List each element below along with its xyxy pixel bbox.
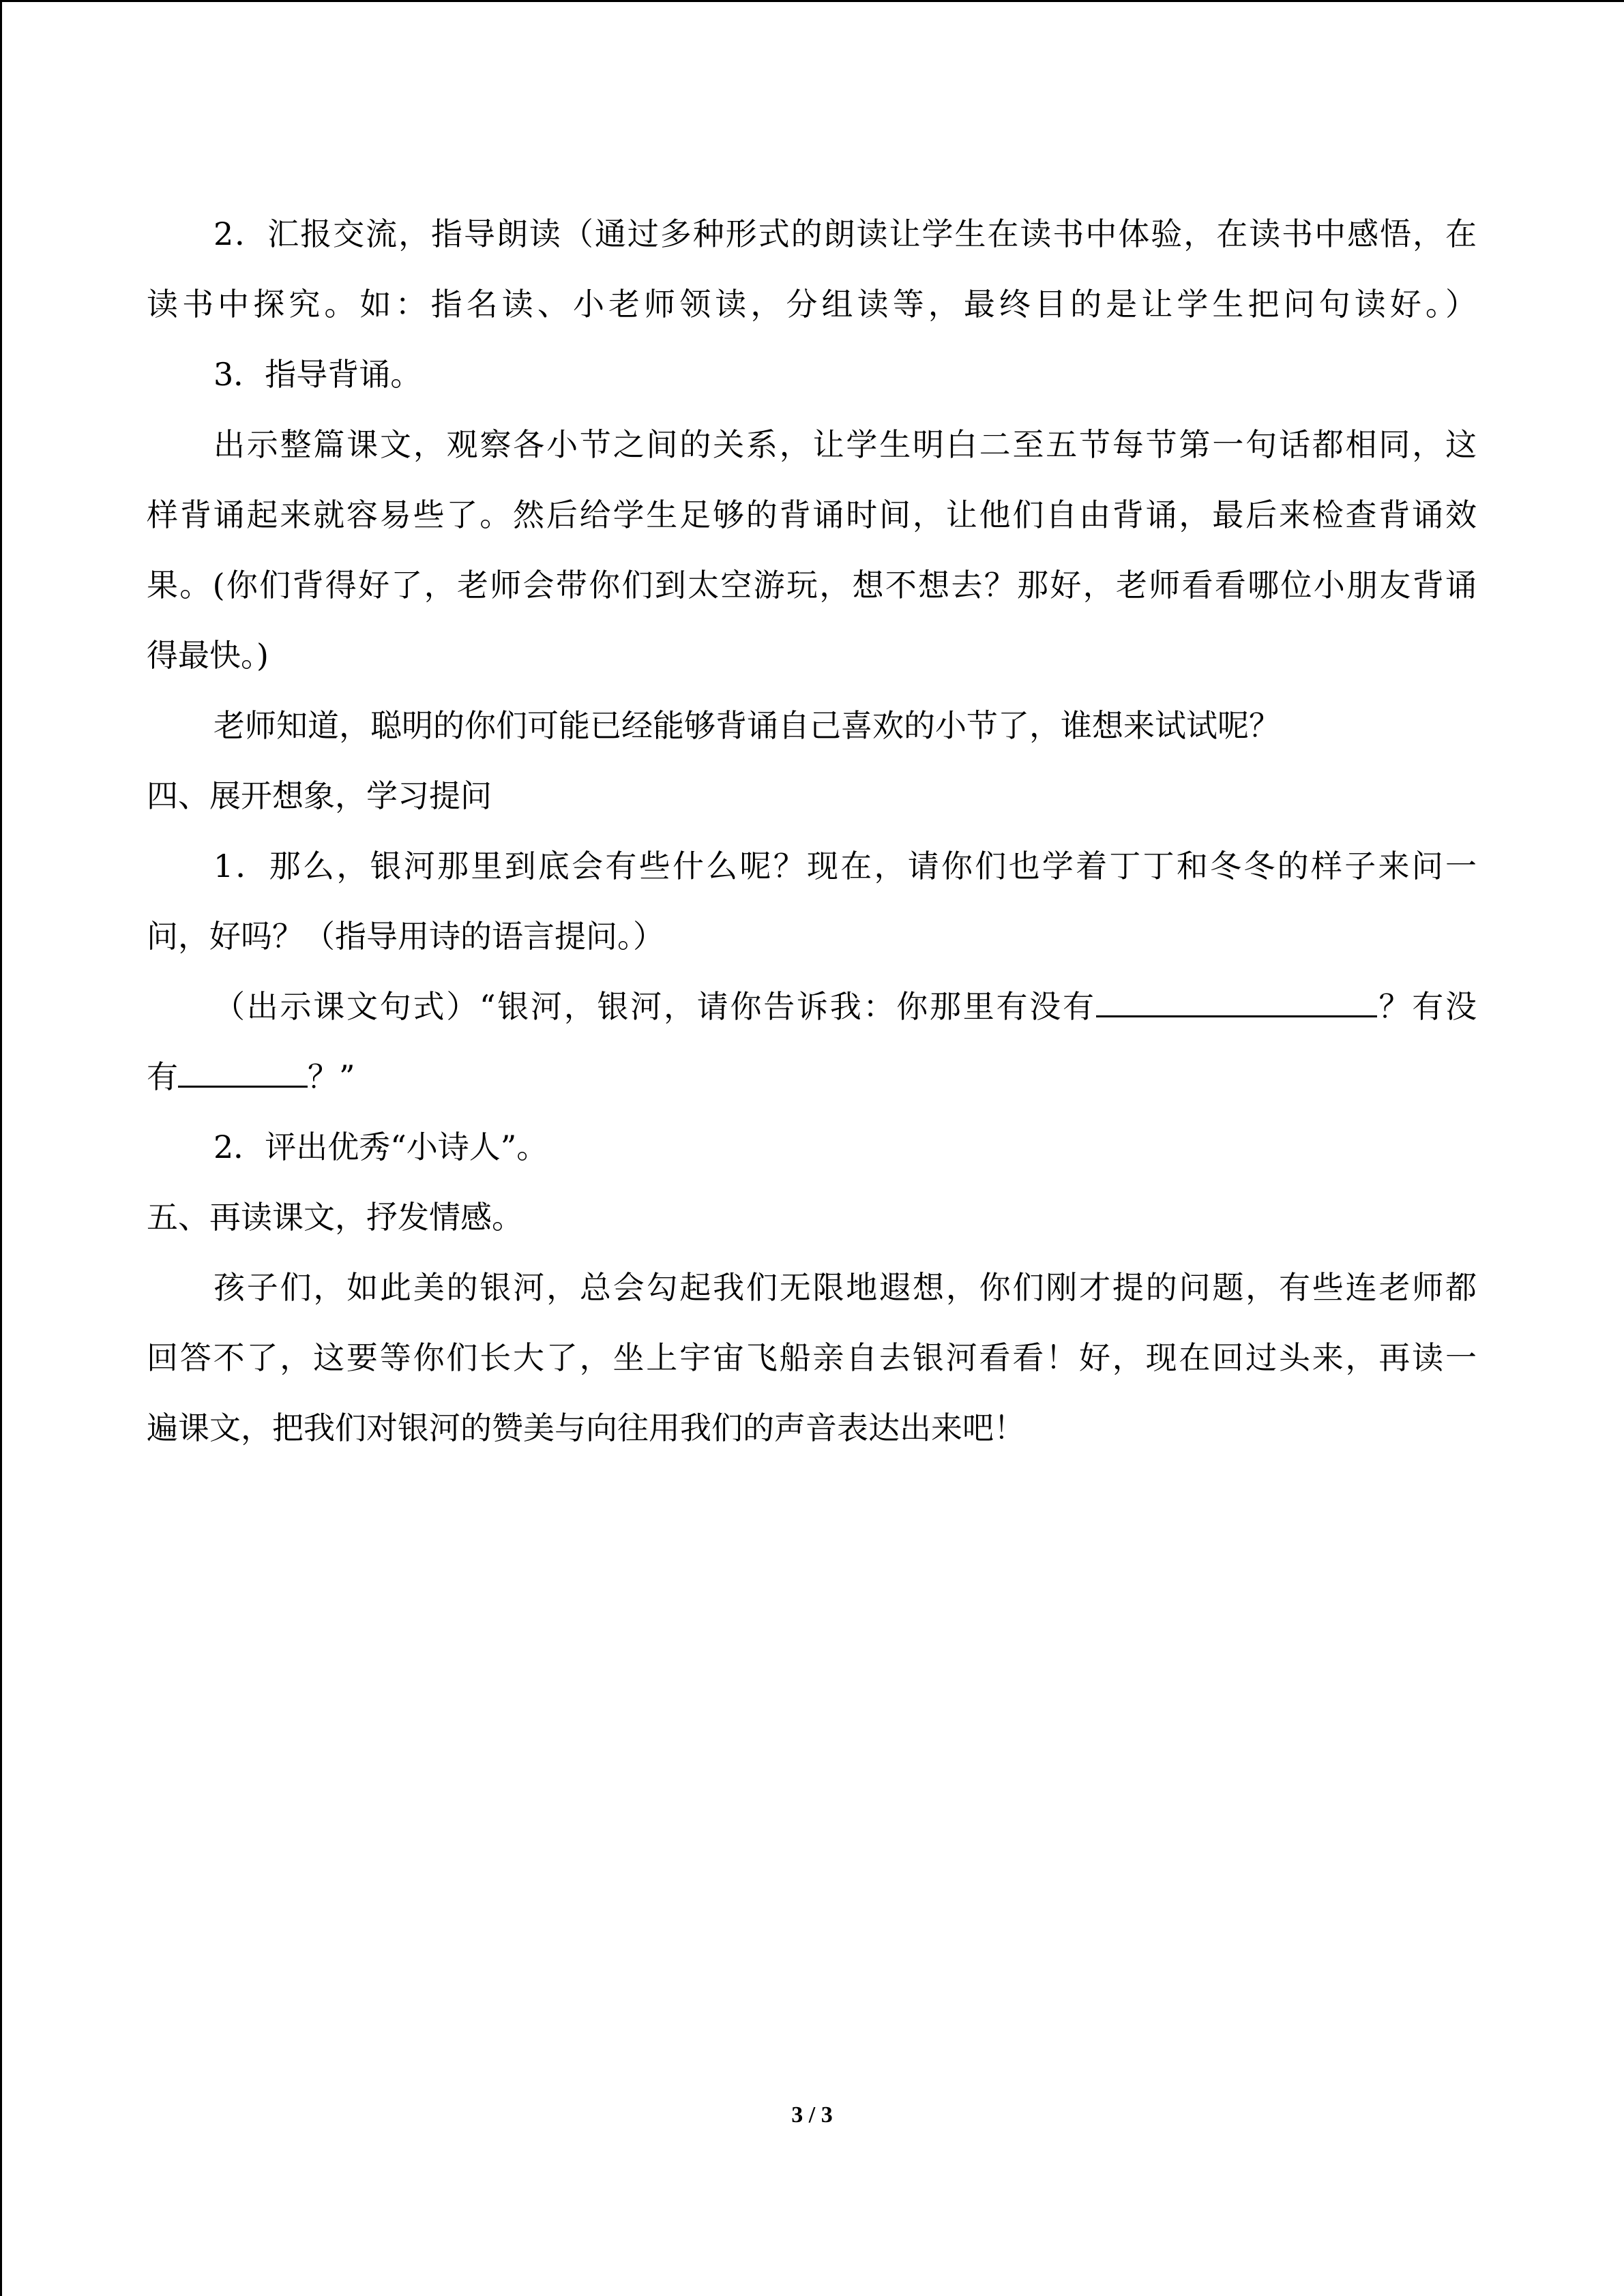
fill-in-blank <box>1096 988 1377 1017</box>
paragraph-line: 样背诵起来就容易些了。然后给学生足够的背诵时间，让他们自由背诵，最后来检查背诵效 <box>147 496 1477 533</box>
fill-in-sentence-line <box>147 1042 1477 1112</box>
page-number: 3 / 3 <box>791 2102 833 2128</box>
paragraph-line: 1．那么，银河那里到底会有些什么呢？现在，请你们也学着丁丁和冬冬的样子来问一 <box>213 848 1477 884</box>
sentence-pattern-text: ？” <box>308 1058 355 1095</box>
paragraph-line: 2．汇报交流，指导朗读（通过多种形式的朗读让学生在读书中体验，在读书中感悟，在 <box>213 215 1477 252</box>
sentence-pattern-text: （出示课文句式）“银河，银河，请你告诉我：你那里有没有 <box>213 988 1096 1025</box>
paragraph-line: 孩子们，如此美的银河，总会勾起我们无限地遐想，你们刚才提的问题，有些连老师都 <box>213 1269 1477 1306</box>
section-heading: 四、展开想象，学习提问 <box>147 777 492 814</box>
section-heading: 五、再读课文，抒发情感。 <box>147 1199 523 1236</box>
fill-in-sentence-line <box>147 972 1477 1042</box>
sentence-pattern-text: 有 <box>147 1058 178 1095</box>
sentence-pattern-text: ？有没 <box>1376 988 1477 1025</box>
paragraph-line: 回答不了，这要等你们长大了，坐上宇宙飞船亲自去银河看看！好，现在回过头来，再读一 <box>147 1339 1477 1376</box>
paragraph-line: 3．指导背诵。 <box>213 356 422 393</box>
paragraph-line: 果。(你们背得好了，老师会带你们到太空游玩，想不想去？那好，老师看看哪位小朋友背诵 <box>147 567 1477 603</box>
paragraph-line: 读书中探究。如：指名读、小老师领读，分组读等，最终目的是让学生把问句读好。） <box>147 286 1477 323</box>
paragraph-line: 出示整篇课文，观察各小节之间的关系，让学生明白二至五节每节第一句话都相同，这 <box>213 426 1477 463</box>
document-body <box>147 199 1477 1463</box>
paragraph-line: 2．评出优秀“小诗人”。 <box>213 1129 548 1165</box>
page-top-border <box>0 0 1624 2</box>
page-left-border <box>0 0 2 2296</box>
fill-in-blank <box>178 1058 308 1088</box>
paragraph-line: 老师知道，聪明的你们可能已经能够背诵自己喜欢的小节了，谁想来试试呢？ <box>213 707 1280 744</box>
paragraph-line: 遍课文，把我们对银河的赞美与向往用我们的声音表达出来吧！ <box>147 1410 1025 1446</box>
paragraph-line: 得最快。) <box>147 637 269 674</box>
paragraph-line: 问，好吗？（指导用诗的语言提问。） <box>147 918 664 955</box>
